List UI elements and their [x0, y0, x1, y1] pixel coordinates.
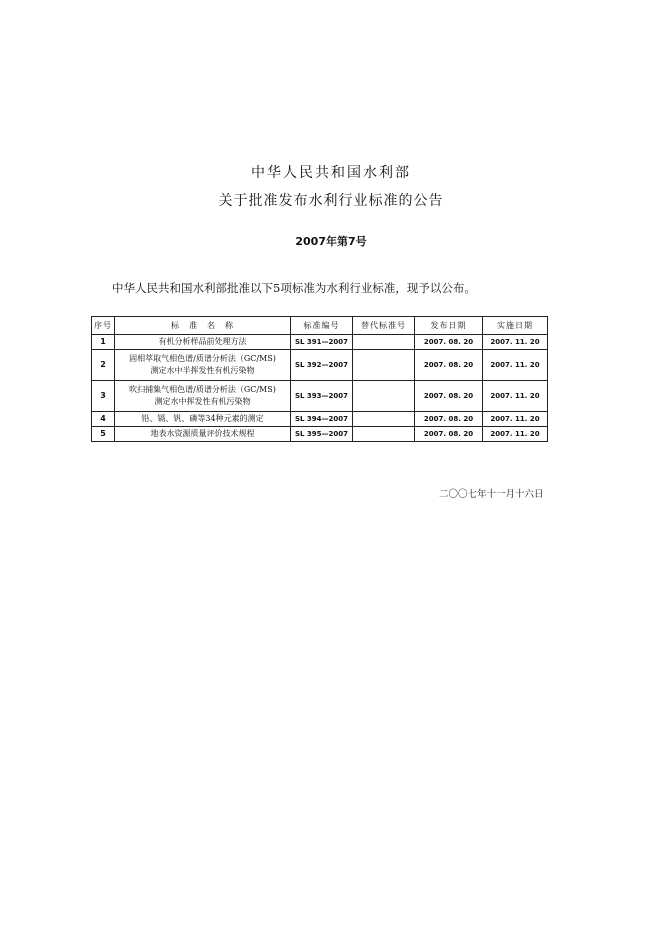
row-code: SL 391—2007	[291, 335, 353, 350]
row-seq: 5	[92, 427, 115, 442]
row-replaces	[353, 427, 415, 442]
row-effective: 2007. 11. 20	[483, 427, 548, 442]
header-effective: 实施日期	[483, 317, 548, 335]
row-name-line2: 测定水中挥发性有机污染物	[154, 397, 251, 406]
row-replaces	[353, 412, 415, 427]
row-effective: 2007. 11. 20	[483, 412, 548, 427]
row-name	[115, 427, 291, 442]
row-published: 2007. 08. 20	[415, 412, 483, 427]
row-published: 2007. 08. 20	[415, 427, 483, 442]
row-name	[115, 350, 291, 381]
row-replaces	[353, 335, 415, 350]
row-published: 2007. 08. 20	[415, 381, 483, 412]
row-seq: 2	[92, 350, 115, 381]
table-header-row	[92, 317, 548, 335]
row-code: SL 394—2007	[291, 412, 353, 427]
row-effective: 2007. 11. 20	[483, 381, 548, 412]
row-name-line1: 铅、镉、钒、磷等34种元素的测定	[141, 414, 264, 423]
row-seq: 1	[92, 335, 115, 350]
row-effective: 2007. 11. 20	[483, 335, 548, 350]
row-name	[115, 412, 291, 427]
row-seq: 4	[92, 412, 115, 427]
row-name-line1: 有机分析样品前处理方法	[158, 337, 247, 346]
header-replaces: 替代标准号	[353, 317, 415, 335]
row-code: SL 392—2007	[291, 350, 353, 381]
row-seq: 3	[92, 381, 115, 412]
row-code: SL 393—2007	[291, 381, 353, 412]
header-name: 标 准 名 称	[115, 317, 291, 335]
table-row	[92, 335, 548, 350]
row-name-line2: 测定水中半挥发性有机污染物	[150, 366, 255, 375]
intro-paragraph: 中华人民共和国水利部批准以下5项标准为水利行业标准，现予以公布。	[112, 281, 476, 295]
row-published: 2007. 08. 20	[415, 335, 483, 350]
standards-table	[91, 316, 548, 442]
row-name-line1: 地表水资源质量评价技术规程	[150, 429, 255, 438]
ministry-name: 中华人民共和国水利部	[251, 165, 411, 181]
header-code: 标准编号	[291, 317, 353, 335]
row-name	[115, 335, 291, 350]
announcement-title: 关于批准发布水利行业标准的公告	[218, 193, 444, 209]
row-name	[115, 381, 291, 412]
announcement-number: 2007年第7号	[295, 235, 367, 248]
table-row	[92, 381, 548, 412]
signature-date: 二〇〇七年十一月十六日	[439, 489, 544, 500]
row-effective: 2007. 11. 20	[483, 350, 548, 381]
table-row	[92, 427, 548, 442]
row-replaces	[353, 381, 415, 412]
row-name-line1: 吹扫捕集气相色谱/质谱分析法（GC/MS)	[129, 385, 276, 394]
row-name-line1: 固相萃取气相色谱/质谱分析法（GC/MS)	[129, 354, 276, 363]
header-seq: 序号	[92, 317, 115, 335]
table-row	[92, 412, 548, 427]
row-replaces	[353, 350, 415, 381]
row-published: 2007. 08. 20	[415, 350, 483, 381]
row-code: SL 395—2007	[291, 427, 353, 442]
table-row	[92, 350, 548, 381]
header-published: 发布日期	[415, 317, 483, 335]
